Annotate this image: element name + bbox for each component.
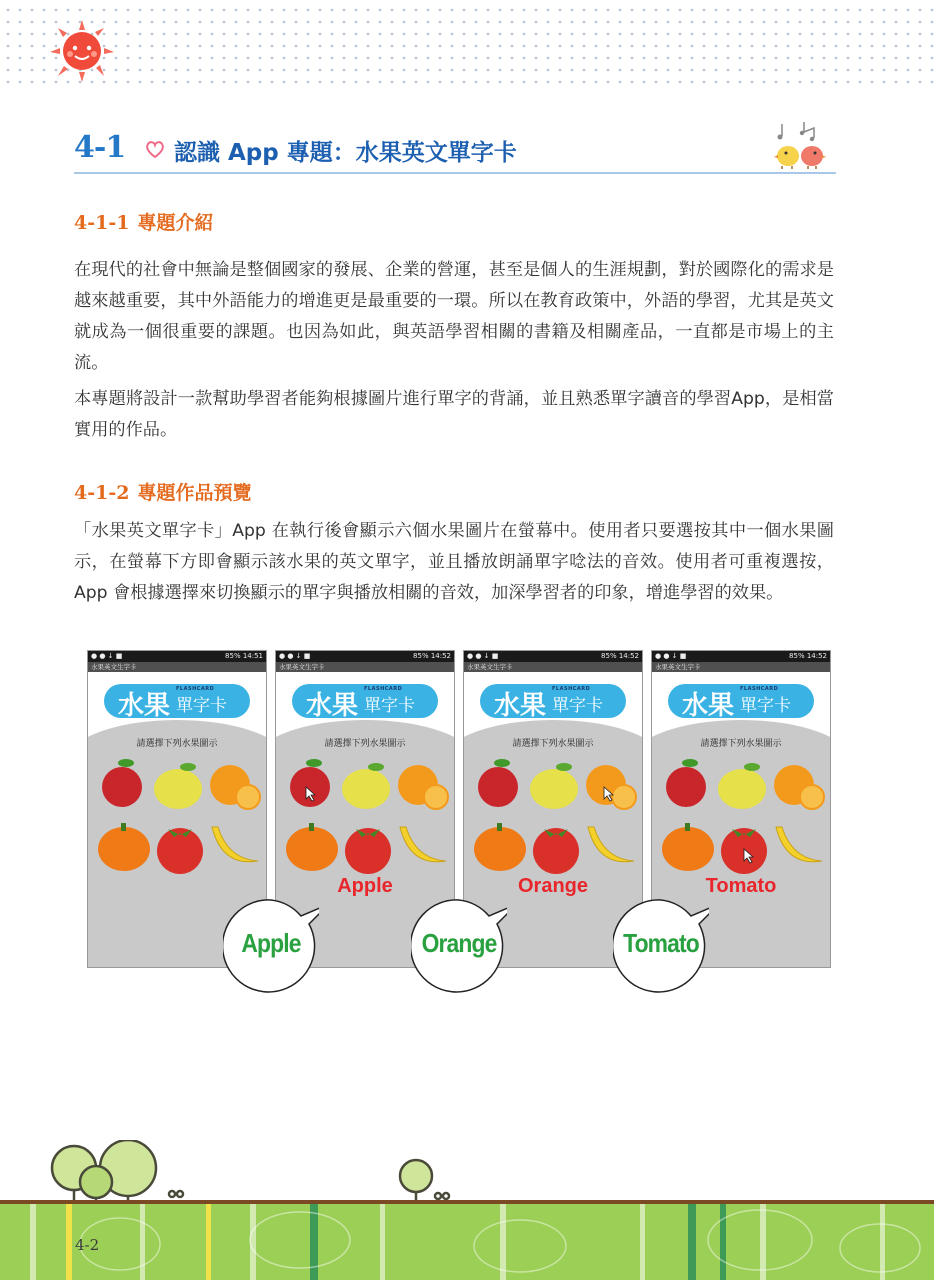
apple-icon[interactable]	[478, 759, 518, 807]
speech-bubble	[223, 898, 319, 994]
orange-icon[interactable]	[210, 765, 260, 809]
pumpkin-icon[interactable]	[286, 823, 338, 871]
sun-icon	[46, 18, 118, 84]
english-word: Orange	[517, 875, 589, 897]
fruit-grid	[284, 757, 449, 877]
speech-bubble	[613, 898, 709, 994]
prompt-text: 請選擇下列水果圖示	[700, 739, 782, 749]
fruit-grid	[96, 757, 261, 877]
page-number: 4-2	[75, 1236, 100, 1254]
app-bar-title: 水果英文生字卡	[276, 662, 454, 672]
bubble-word: Orange	[421, 928, 497, 958]
section-title: 專題作品預覽	[137, 482, 252, 504]
section-title: 專題介紹	[137, 212, 214, 234]
dotted-header-band	[0, 0, 934, 88]
app-header	[276, 672, 454, 738]
body-paragraph: 在現代的社會中無論是整個國家的發展、企業的營運，甚至是個人的生涯規劃，對於國際化的需求是越來越重要，其中外語能力的增進更是最重要的一環。所以在教育政策中，外語的學習，尤其是英文就成為一個很重要的課題。也因為如此，與英語學習相關的書籍及相關產品，一直都是市場上的主流。	[74, 260, 834, 373]
trees-decoration	[0, 1140, 934, 1204]
speech-bubble	[411, 898, 507, 994]
status-bar: ● ● ↓ ■ 85% 14:52	[276, 651, 454, 662]
bubble-word: Tomato	[623, 928, 699, 958]
status-bar: ● ● ↓ ■ 85% 14:52	[464, 651, 642, 662]
app-logo: 水果 FLASHCARD 單字卡	[292, 684, 438, 718]
heart-icon	[144, 138, 166, 160]
prompt-text: 請選擇下列水果圖示	[512, 739, 594, 749]
chapter-heading	[74, 128, 836, 174]
section-number: 4-1-2	[74, 482, 130, 504]
tomato-icon[interactable]	[345, 828, 391, 874]
apple-icon[interactable]	[102, 759, 142, 807]
app-logo: 水果 FLASHCARD 單字卡	[668, 684, 814, 718]
section-heading-intro	[74, 208, 213, 235]
app-header	[464, 672, 642, 738]
chapter-title: 認識 App 專題：水果英文單字卡	[174, 140, 517, 166]
section-heading-preview	[74, 478, 251, 505]
fruit-grid	[472, 757, 637, 877]
banana-icon[interactable]	[588, 827, 634, 862]
banana-icon[interactable]	[776, 827, 822, 862]
body-paragraph: 本專題將設計一款幫助學習者能夠根據圖片進行單字的背誦，並且熟悉單字讀音的學習App，是相當實用的作品。	[74, 389, 834, 440]
english-word: Apple	[337, 875, 393, 897]
orange-icon[interactable]	[774, 765, 824, 809]
pumpkin-icon[interactable]	[474, 823, 526, 871]
section-number: 4-1-1	[74, 212, 130, 234]
prompt-text: 請選擇下列水果圖示	[324, 739, 406, 749]
app-bar-title: 水果英文生字卡	[652, 662, 830, 672]
grass-ground-decoration	[0, 1200, 934, 1280]
lemon-icon[interactable]	[530, 763, 578, 809]
app-header	[88, 672, 266, 738]
app-logo: 水果 FLASHCARD 單字卡	[104, 684, 250, 718]
body-paragraph: 「水果英文單字卡」App 在執行後會顯示六個水果圖片在螢幕中。使用者只要選按其中一個水果圖示，在螢幕下方即會顯示該水果的英文單字，並且播放朗誦單字唸法的音效。使用者可重複選按，App 會根據選擇來切換顯示的單字與播放相關的音效，加深學習者的印象，增進學習的效果。	[74, 521, 834, 603]
status-bar: ● ● ↓ ■ 85% 14:51	[88, 651, 266, 662]
birds-music-icon	[764, 120, 836, 170]
pumpkin-icon[interactable]	[662, 823, 714, 871]
fruit-grid	[660, 757, 825, 877]
app-bar-title: 水果英文生字卡	[464, 662, 642, 672]
status-bar: ● ● ↓ ■ 85% 14:52	[652, 651, 830, 662]
pumpkin-icon[interactable]	[98, 823, 150, 871]
app-preview-screenshots	[87, 650, 839, 966]
apple-icon[interactable]	[666, 759, 706, 807]
banana-icon[interactable]	[212, 827, 258, 862]
apple-icon[interactable]	[290, 759, 330, 807]
app-header	[652, 672, 830, 738]
english-word: Tomato	[705, 875, 777, 897]
prompt-text: 請選擇下列水果圖示	[136, 739, 218, 749]
bubble-word: Apple	[241, 928, 301, 958]
chapter-number: 4-1	[74, 130, 126, 165]
orange-icon[interactable]	[398, 765, 448, 809]
app-logo: 水果 FLASHCARD 單字卡	[480, 684, 626, 718]
lemon-icon[interactable]	[718, 763, 766, 809]
lemon-icon[interactable]	[342, 763, 390, 809]
orange-icon[interactable]	[586, 765, 636, 809]
tomato-icon[interactable]	[157, 828, 203, 874]
app-bar-title: 水果英文生字卡	[88, 662, 266, 672]
tomato-icon[interactable]	[533, 828, 579, 874]
banana-icon[interactable]	[400, 827, 446, 862]
lemon-icon[interactable]	[154, 763, 202, 809]
